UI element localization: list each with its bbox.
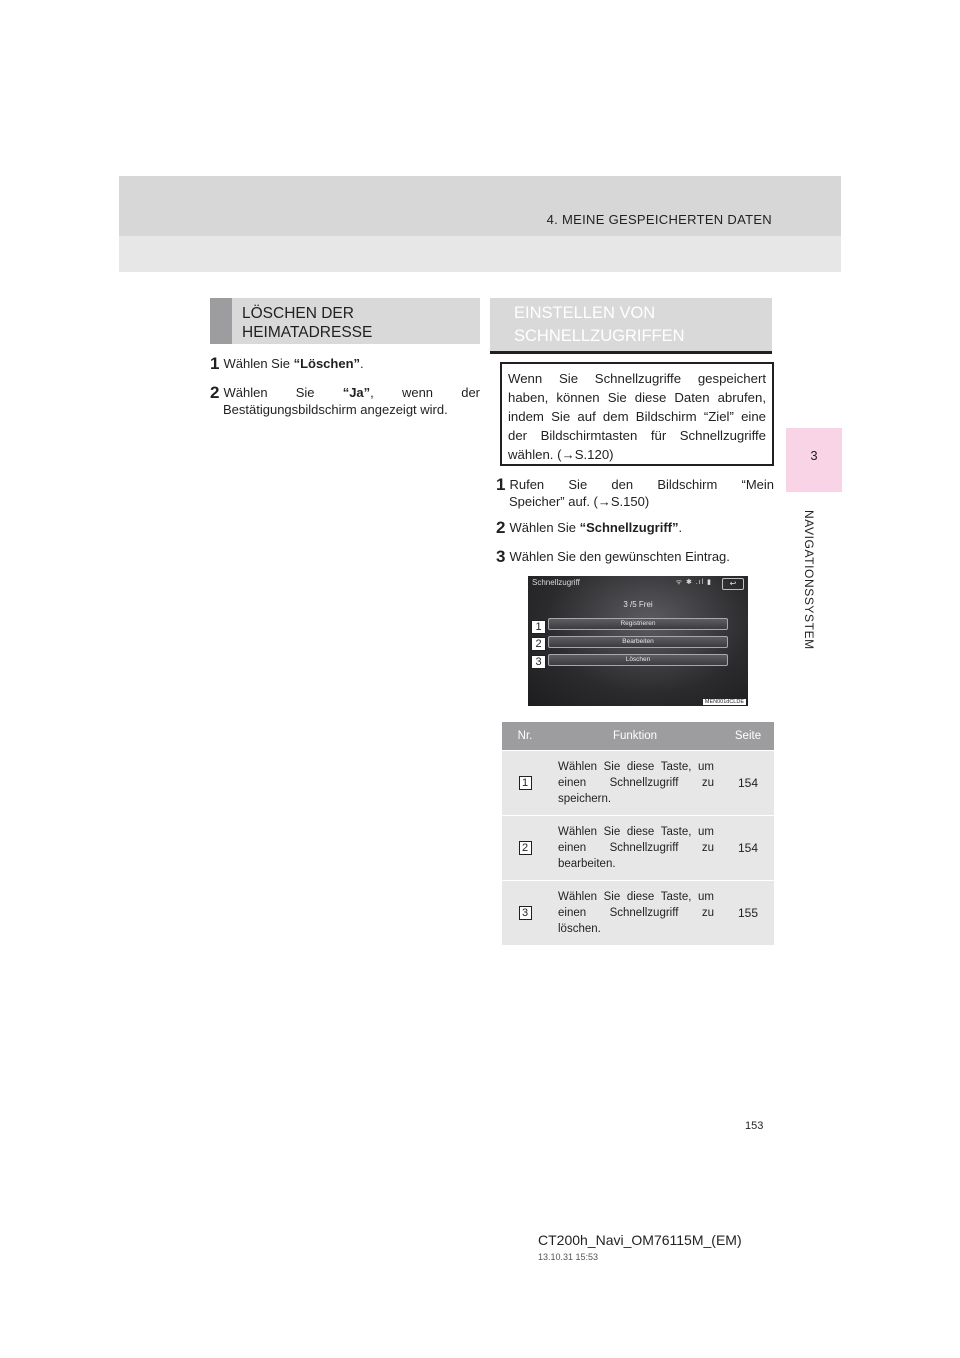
- callout-3: 3: [531, 655, 546, 669]
- back-icon: ↩: [722, 578, 744, 590]
- edit-button: Bearbeiten: [548, 636, 728, 648]
- delete-button: Löschen: [548, 654, 728, 666]
- image-code: MEN001dCLDE: [704, 699, 744, 705]
- left-step-1: 1 Wählen Sie “Löschen”.: [210, 354, 364, 373]
- screen-title: Schnellzugriff: [532, 578, 580, 587]
- row-function: Wählen Sie diese Taste, um einen Schnellzugriff zu bearbeiten.: [548, 815, 722, 880]
- function-table: [502, 722, 774, 945]
- row-number: 1: [519, 776, 532, 790]
- chapter-side-label: NAVIGATIONSSYSTEM: [802, 510, 816, 650]
- row-page: 154: [722, 750, 774, 815]
- chapter-title: 4. MEINE GESPEICHERTEN DATEN: [546, 212, 772, 227]
- row-number: 3: [519, 906, 532, 920]
- row-number: 2: [519, 841, 532, 855]
- row-page: 155: [722, 880, 774, 945]
- right-step-3: 3 Wählen Sie den gewünschten Eintrag.: [496, 547, 730, 566]
- table-row: [502, 750, 774, 815]
- chapter-tab-number: 3: [810, 448, 818, 463]
- document-id: CT200h_Navi_OM76115M_(EM): [538, 1232, 742, 1248]
- row-function: Wählen Sie diese Taste, um einen Schnellzugriff zu speichern.: [548, 750, 722, 815]
- callout-1: 1: [531, 620, 546, 634]
- document-timestamp: 13.10.31 15:53: [538, 1252, 599, 1262]
- page-number: 153: [745, 1120, 764, 1132]
- row-page: 154: [722, 815, 774, 880]
- right-step-2: 2 Wählen Sie “Schnellzugriff”.: [496, 518, 683, 537]
- table-row: [502, 815, 774, 880]
- status-icons: ᯤ ✱ .ıl ▮: [675, 579, 712, 586]
- callout-2: 2: [531, 637, 546, 651]
- row-function: Wählen Sie diese Taste, um einen Schnellzugriff zu löschen.: [548, 880, 722, 945]
- col-seite: Seite: [722, 722, 774, 750]
- left-step-2: 2 Wählen Sie “Ja”, wenn der Bestätigungsbildschirm angezeigt wird.: [210, 383, 481, 417]
- register-button: Registrieren: [548, 618, 728, 630]
- right-step-1: 1 Rufen Sie den Bildschirm “Mein Speicher” auf. (→S.150): [496, 475, 774, 509]
- header-inner: [119, 176, 841, 236]
- free-slots-label: 3 /5 Frei: [623, 600, 653, 609]
- section-heading-shortcuts: EINSTELLEN VON SCHNELLZUGRIFFEN: [490, 298, 772, 354]
- col-nr: Nr.: [502, 722, 548, 750]
- shortcut-screen-illustration: [528, 576, 748, 706]
- table-row: [502, 880, 774, 945]
- info-box: Wenn Sie Schnellzugriffe gespeichert haben, können Sie diese Daten abrufen, indem Sie auf dem Bildschirm “Ziel” eine der Bildschirmtasten für Schnellzugriffe wählen. (→S.120): [500, 362, 774, 466]
- col-funktion: Funktion: [548, 722, 722, 750]
- section-heading-delete-home: LÖSCHEN DER HEIMATADRESSE: [210, 298, 480, 344]
